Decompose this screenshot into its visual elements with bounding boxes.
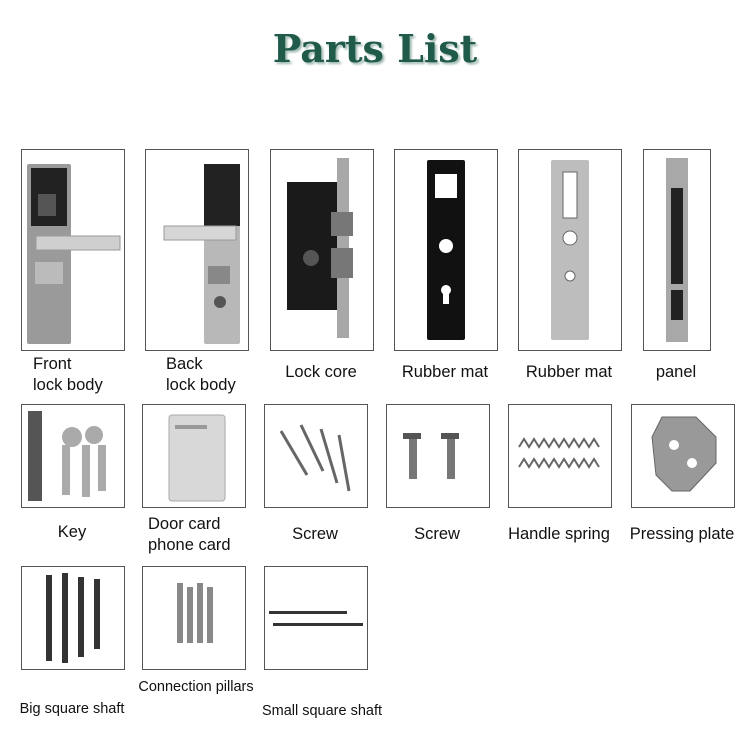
part-rubber-mat-2: [518, 149, 622, 351]
part-panel: [643, 149, 711, 351]
connection-pillars-icon: [143, 567, 245, 669]
part-screw: [386, 404, 490, 508]
part-pressing-plate: [631, 404, 735, 508]
front-lock-body-icon: [22, 150, 124, 350]
pressing-plate-icon: [632, 405, 734, 507]
rubber-mat-icon: [395, 150, 497, 350]
spring-icon: [509, 405, 611, 507]
part-label: Pressing plate: [629, 525, 735, 543]
screw-icon: [387, 405, 489, 507]
rubber-mat-icon: [519, 150, 621, 350]
part-label-line2: lock body: [166, 376, 236, 394]
part-big-square-shaft: [21, 566, 125, 670]
big-square-shaft-icon: [22, 567, 124, 669]
lock-core-icon: [271, 150, 373, 350]
part-lock-core: [270, 149, 374, 351]
part-label: Handle spring: [508, 525, 610, 543]
part-door-card: [142, 404, 246, 508]
part-label-line1: Door card: [148, 515, 221, 533]
part-label-line1: Front: [33, 355, 72, 373]
part-screws: [264, 404, 368, 508]
screws-icon: [265, 405, 367, 507]
part-handle-spring: [508, 404, 612, 508]
part-label: Connection pillars: [138, 679, 254, 695]
part-small-square-shaft: [264, 566, 368, 670]
small-square-shaft-icon: [265, 567, 367, 669]
part-rubber-mat-1: [394, 149, 498, 351]
key-icon: [22, 405, 124, 507]
part-label: Big square shaft: [19, 701, 125, 717]
part-label: Rubber mat: [401, 363, 489, 381]
part-label-line1: Back: [166, 355, 203, 373]
part-label: Screw: [292, 525, 338, 543]
page-title: Parts List: [272, 26, 478, 71]
part-key: [21, 404, 125, 508]
part-label-line2: phone card: [148, 536, 231, 554]
part-label-line2: lock body: [33, 376, 103, 394]
part-connection-pillars: [142, 566, 246, 670]
part-label: Rubber mat: [525, 363, 613, 381]
part-label: Lock core: [285, 363, 357, 381]
part-label: Screw: [414, 525, 460, 543]
back-lock-body-icon: [146, 150, 248, 350]
part-label: Small square shaft: [261, 703, 383, 719]
part-front-lock-body: [21, 149, 125, 351]
part-back-lock-body: [145, 149, 249, 351]
part-label: Key: [57, 523, 87, 541]
door-card-icon: [143, 405, 245, 507]
panel-icon: [644, 150, 710, 350]
part-label: panel: [655, 363, 697, 381]
